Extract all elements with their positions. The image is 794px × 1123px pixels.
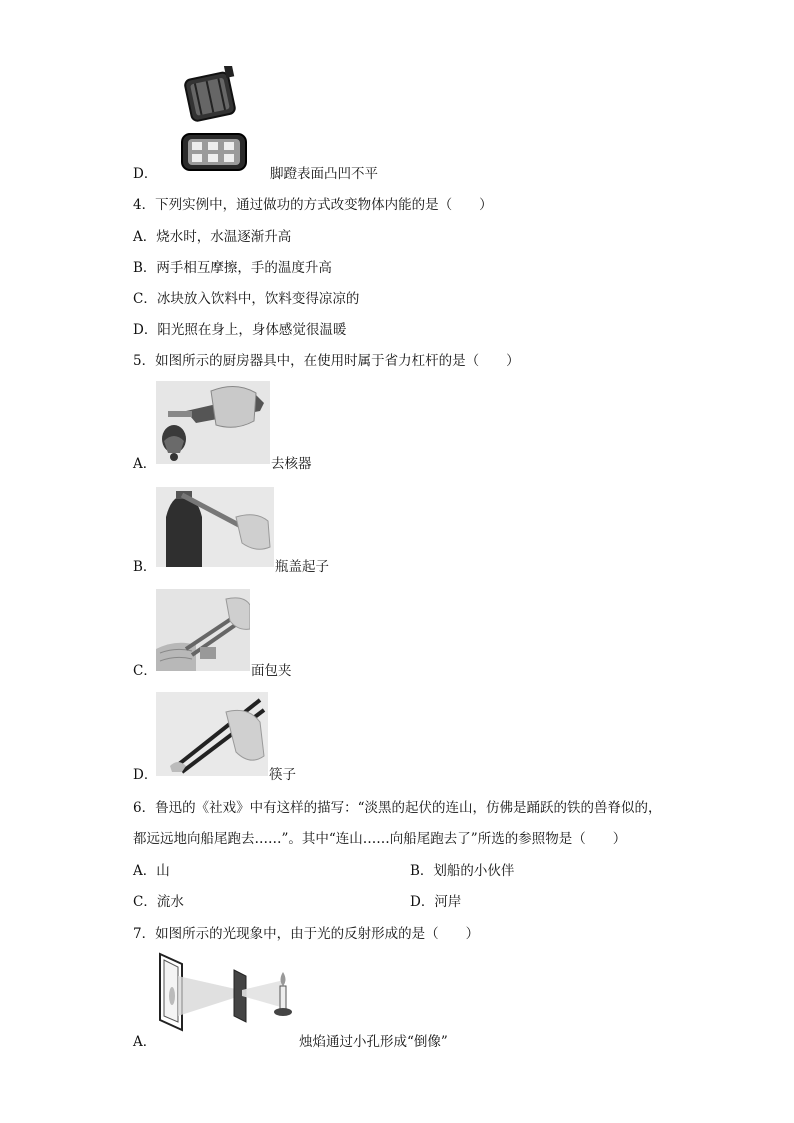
q6-option-b[interactable]: B．划船的小伙伴 bbox=[410, 863, 515, 879]
q6-option-a[interactable]: A．山 bbox=[133, 863, 170, 879]
bread-tongs-image bbox=[156, 589, 250, 671]
q4-option-a[interactable]: A．烧水时，水温逐渐升高 bbox=[133, 229, 292, 245]
pedal-image bbox=[178, 66, 262, 176]
q7-option-a-caption: 烛焰通过小孔形成“倒像” bbox=[299, 1034, 448, 1050]
q5-option-b-caption: 瓶盖起子 bbox=[275, 559, 329, 575]
bottle-opener-image bbox=[156, 487, 274, 567]
q4-option-b[interactable]: B．两手相互摩擦，手的温度升高 bbox=[133, 260, 332, 276]
q5-option-d-caption: 筷子 bbox=[269, 767, 296, 783]
q5-option-d-label[interactable]: D． bbox=[133, 767, 158, 783]
q6-option-d[interactable]: D．河岸 bbox=[410, 894, 462, 910]
q5-option-a-label[interactable]: A． bbox=[133, 456, 157, 472]
q5-option-b-label[interactable]: B． bbox=[133, 559, 157, 575]
q7-option-a-label[interactable]: A． bbox=[133, 1034, 157, 1050]
q6-stem-line-2: 都远远地向船尾跑去……”。其中“连山……向船尾跑去了”所选的参照物是（ ） bbox=[133, 831, 627, 847]
q6-option-c[interactable]: C．流水 bbox=[133, 894, 184, 910]
q7-stem: 7．如图所示的光现象中，由于光的反射形成的是（ ） bbox=[133, 926, 480, 942]
pitter-image bbox=[156, 381, 270, 464]
q5-option-a-caption: 去核器 bbox=[271, 456, 312, 472]
q3-option-d-caption: 脚蹬表面凸凹不平 bbox=[270, 166, 378, 182]
q6-stem-line-1: 6．鲁迅的《社戏》中有这样的描写：“淡黑的起伏的连山，仿佛是踊跃的铁的兽脊似的， bbox=[133, 800, 662, 816]
q4-stem: 4．下列实例中，通过做功的方式改变物体内能的是（ ） bbox=[133, 197, 493, 213]
q5-option-c-caption: 面包夹 bbox=[251, 663, 292, 679]
q5-option-c-label[interactable]: C． bbox=[133, 663, 157, 679]
q3-option-d-label: D． bbox=[133, 166, 158, 182]
chopsticks-image bbox=[156, 692, 268, 776]
q4-option-d[interactable]: D．阳光照在身上，身体感觉很温暖 bbox=[133, 322, 347, 338]
q4-option-c[interactable]: C．冰块放入饮料中，饮料变得凉凉的 bbox=[133, 291, 360, 307]
q5-stem: 5．如图所示的厨房器具中，在使用时属于省力杠杆的是（ ） bbox=[133, 353, 520, 369]
pinhole-camera-image bbox=[156, 950, 298, 1032]
